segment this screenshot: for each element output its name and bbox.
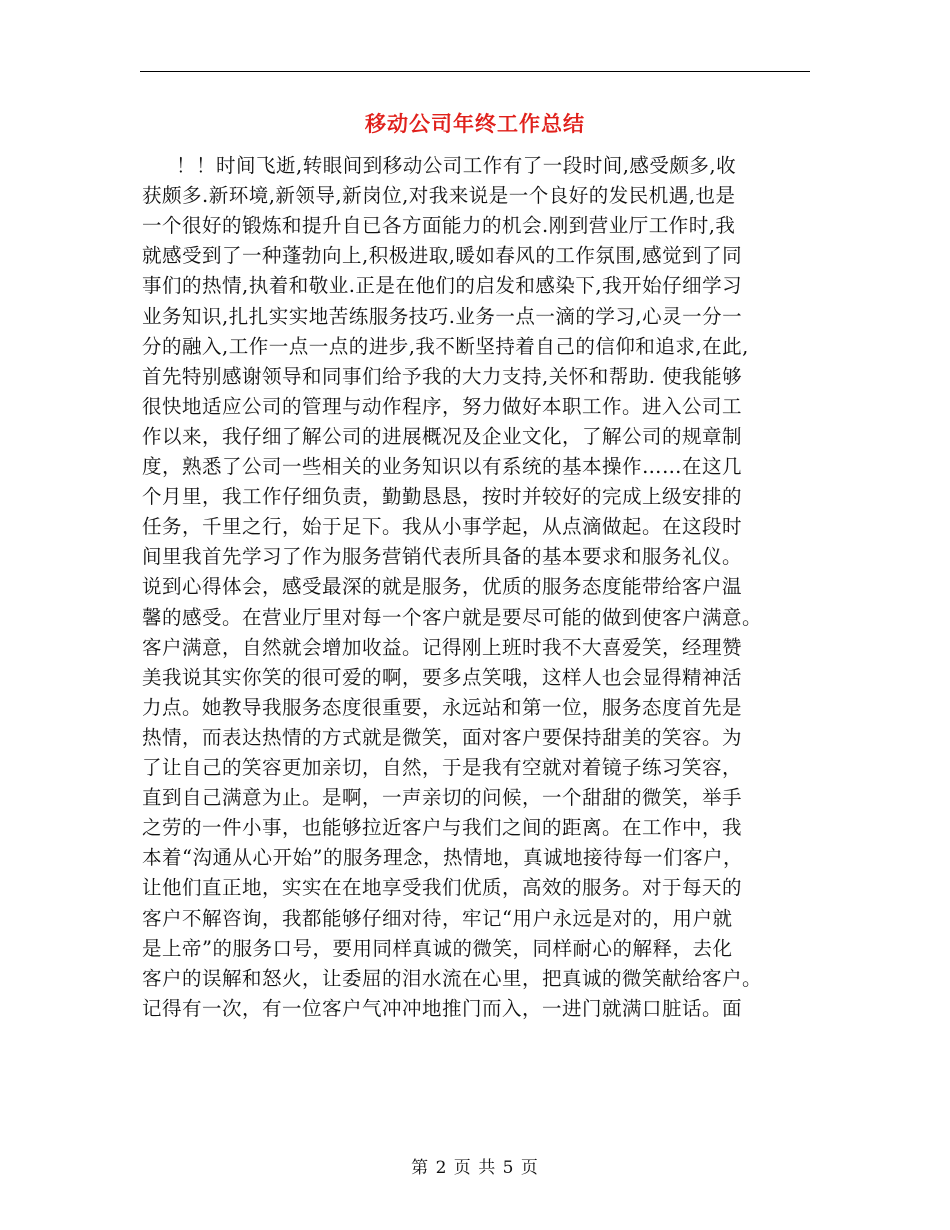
body-line: 度，熟悉了公司一些相关的业务知识以有系统的基本操作……在这几 (142, 455, 743, 478)
document-title: 移动公司年终工作总结 (365, 112, 585, 136)
body-line: 了让自己的笑容更加亲切，自然，于是我有空就对着镜子练习笑容， (142, 756, 743, 779)
body-line: 间里我首先学习了作为服务营销代表所具备的基本要求和服务礼仪。 (142, 545, 743, 569)
body-line: 说到心得体会，感受最深的就是服务，优质的服务态度能带给客户温 (142, 575, 743, 599)
page-footer: 第 2 页 共 5 页 (411, 1158, 539, 1178)
body-line: 记得有一次，有一位客户气冲冲地推门而入，一进门就满口脏话。面 (142, 996, 743, 1020)
body-line: 首先特别感谢领导和同事们给予我的大力支持,关怀和帮助. 使我能够 (142, 364, 743, 388)
body-line: 事们的热情,执着和敬业.正是在他们的启发和感染下,我开始仔细学习 (142, 274, 743, 298)
body-line: 本着“沟通从心开始”的服务理念，热情地，真诚地接待每一们客户， (142, 846, 743, 870)
body-line: 分的融入,工作一点一点的进步,我不断坚持着自己的信仰和追求,在此, (142, 334, 749, 358)
body-line: 美我说其实你笑的很可爱的啊，要多点笑哦，这样人也会显得精神活 (142, 665, 743, 689)
body-line: 是上帝”的服务口号，要用同样真诚的微笑，同样耐心的解释，去化 (142, 936, 733, 960)
header-rule (140, 71, 810, 72)
body-line: 客户不解咨询，我都能够仔细对待，牢记“用户永远是对的，用户就 (142, 906, 733, 930)
body-line: 作以来，我仔细了解公司的进展概况及企业文化，了解公司的规章制 (142, 424, 743, 448)
body-line: ！！时间飞逝,转眼间到移动公司工作有了一段时间,感受颇多,收 (176, 154, 737, 177)
body-line: 就感受到了一种蓬勃向上,积极进取,暖如春风的工作氛围,感觉到了同 (142, 244, 743, 268)
body-line: 个月里，我工作仔细负责，勤勤恳恳，按时并较好的完成上级安排的 (142, 485, 743, 509)
body-line: 客户的误解和怒火，让委屈的泪水流在心里，把真诚的微笑献给客户。 (142, 966, 763, 990)
body-line: 直到自己满意为止。是啊，一声亲切的问候，一个甜甜的微笑，举手 (142, 786, 743, 810)
body-line: 之劳的一件小事，也能够拉近客户与我们之间的距离。在工作中，我 (142, 816, 743, 840)
body-line: 一个很好的锻炼和提升自已各方面能力的机会.刚到营业厅工作时,我 (142, 214, 736, 238)
body-line: 任务，千里之行，始于足下。我从小事学起，从点滴做起。在这段时 (142, 515, 743, 539)
body-line: 业务知识,扎扎实实地苦练服务技巧.业务一点一滴的学习,心灵一分一 (142, 304, 743, 328)
body-line: 让他们直正地，实实在在地享受我们优质，高效的服务。对于每天的 (142, 876, 743, 900)
body-line: 力点。她教导我服务态度很重要，永远站和第一位，服务态度首先是 (142, 695, 743, 719)
body-line: 很快地适应公司的管理与动作程序，努力做好本职工作。进入公司工 (142, 394, 743, 418)
body-line: 热情，而表达热情的方式就是微笑，面对客户要保持甜美的笑容。为 (142, 725, 743, 749)
body-line: 获颇多.新环境,新领导,新岗位,对我来说是一个良好的发民机遇,也是 (142, 184, 736, 208)
body-line: 客户满意，自然就会增加收益。记得刚上班时我不大喜爱笑，经理赞 (142, 635, 743, 659)
body-line: 馨的感受。在营业厅里对每一个客户就是要尽可能的做到使客户满意。 (142, 605, 763, 629)
